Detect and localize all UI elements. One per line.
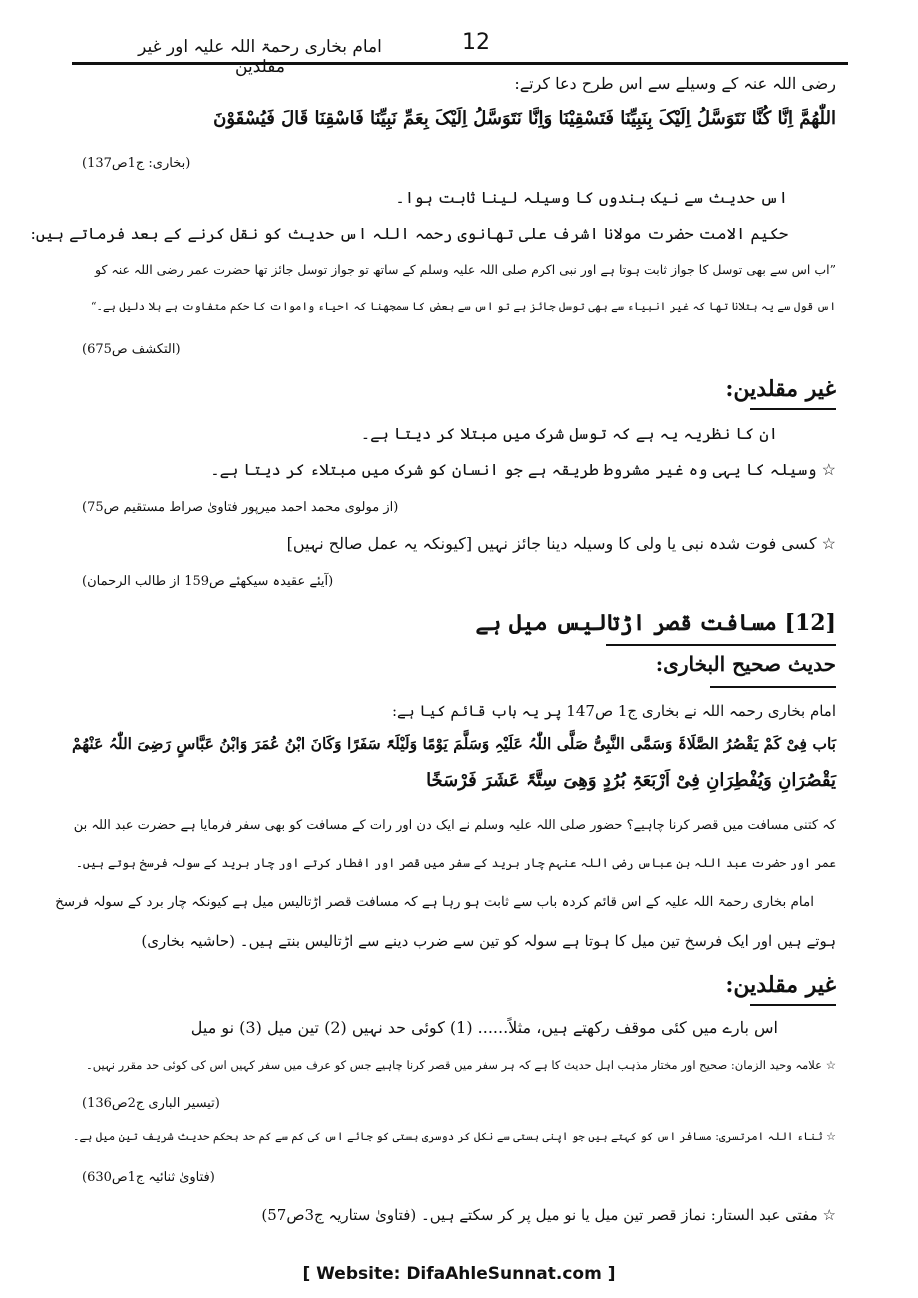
running-header-title: امام بخاری رحمۃ اللہ علیہ اور غیر مقلدین	[138, 37, 382, 77]
section3-line-1: اس بارے میں کئی موقف رکھتے ہیں، مثلاً...... (1) کوئی حد نہیں (2) تین میل (3) نو میل	[190, 1018, 778, 1037]
section1-line-2: ☆ وسیلہ کا یہی وہ غیر مشروط طریقہ ہے جو انسان کو شرک میں مبتلاء کر دیتا ہے۔	[210, 460, 836, 479]
section1-line-3: ☆ کسی فوت شدہ نبی یا ولی کا وسیلہ دینا جائز نہیں [کیونکہ یہ عمل صالح نہیں]	[286, 534, 836, 553]
line-proven: اس حدیث سے نیک بندوں کا وسیلہ لینا ثابت ہوا۔	[395, 188, 788, 207]
section2-text2-line-1: امام بخاری رحمۃ اللہ علیہ کے اس قائم کردہ باب سے ثابت ہو رہا ہے کہ مسافت قصر اڑتالیس میل ہے کیونکہ چار برد کے سولہ فرسخ	[55, 894, 814, 910]
section3-line-4: ☆ مفتی عبد الستار: نماز قصر تین میل یا نو میل پر کر سکتے ہیں۔ (فتاویٰ ستاریہ ج3ص57)	[261, 1206, 836, 1224]
section-heading-ghair-muqallideen-1: غیر مقلدین:	[725, 376, 836, 402]
section3-reference-1: (تیسیر الباری ج2ص136)	[82, 1096, 220, 1111]
quote-line-2: اس قول سے یہ بتلانا تھا کہ غیر انبیاء سے بھی توسل جائز ہے تو اس سے بعض کا سمجھنا کہ احیاء واموات کا حکم متفاوت ہے بلا دلیل ہے۔“	[90, 300, 836, 313]
section3-line-3: ☆ ثناء اللہ امرتسری: مسافر اس کو کہتے ہیں جو اپنی بستی سے نکل کر دوسری بستی کو جائے اس کی کم سے کم حد بحکم حدیث شریف تین میل ہے۔	[73, 1130, 836, 1143]
bab-arabic-line-1: بَاب فِیْ کَمْ یَقْصُرُ الصَّلَاۃَ وَسَمَّی النَّبِیُّ صَلَّی اللّٰہُ عَلَیْہِ وَسَلَّمَ یَوْمًا وَلَیْلَۃً سَفَرًا وَکَانَ ابْنُ عُمَرَ وَابْنُ عَبَّاسٍ رَضِیَ اللّٰہُ عَنْھُمْ	[71, 734, 836, 753]
heading-underline	[750, 1004, 836, 1006]
section2-intro: امام بخاری رحمہ اللہ نے بخاری ج1 ص147 پر یہ باب قائم کیا ہے:	[392, 702, 836, 720]
subheading-hadith-bukhari: حدیث صحیح البخاری:	[655, 652, 836, 676]
section-title-masafat-qasr: [12] مسافت قصر اڑتالیس میل ہے	[475, 610, 836, 636]
section2-text1-line-1: کہ کتنی مسافت میں قصر کرنا چاہیے؟ حضور صلی اللہ علیہ وسلم نے ایک دن اور رات کے مسافت کو بھی سفر فرمایا ہے حضرت عبد اللہ بن	[73, 818, 836, 833]
subheading-underline	[710, 686, 836, 688]
section3-line-2: ☆ علامہ وحید الزمان: صحیح اور مختار مذہب اہل حدیث کا ہے کہ ہر سفر میں قصر کرنا چاہیے جس کو عرف میں سفر کہیں اس کی کوئی حد مقرر نہیں۔	[86, 1058, 836, 1072]
reference-takashuf: (التکشف ص675)	[82, 342, 181, 357]
header-rule	[72, 62, 848, 65]
quote-line-1: ”اب اس سے بھی توسل کا جواز ثابت ہوتا ہے اور نبی اکرم صلی اللہ علیہ وسلم کے ساتھ تو جواز توسل جائز تھا حضرت عمر رضی اللہ عنہ کو	[95, 262, 836, 277]
line-hakeem: حکیم الامت حضرت مولانا اشرف علی تھانوی رحمہ اللہ اس حدیث کو نقل کرنے کے بعد فرماتے ہیں:	[30, 224, 788, 243]
dua-arabic: اللّٰھُمَّ اِنَّا کُنَّا نَتَوَسَّلُ اِلَیْکَ بِنَبِیِّنَا فَتَسْقِیْنَا وَاِنَّا نَتَوَسَّلُ اِلَیْکَ بِعَمِّ نَبِیِّنَا فَاسْقِنَا قَالَ فَیُسْقَوْنَ	[213, 108, 836, 129]
section1-reference-2: (آیئے عقیدہ سیکھئے ص159 از طالب الرحمان)	[82, 574, 334, 589]
bab-arabic-line-2: یَقْصُرَانِ وَیُفْطِرَانِ فِیْ اَرْبَعَۃِ بُرُدٍ وَھِیَ سِتَّۃَ عَشَرَ فَرْسَخًا	[426, 770, 836, 791]
section-heading-ghair-muqallideen-2: غیر مقلدین:	[725, 972, 836, 998]
intro-line: رضی اللہ عنہ کے وسیلے سے اس طرح دعا کرتے:	[514, 74, 836, 93]
title-underline	[606, 644, 836, 646]
page-number: 12	[462, 30, 490, 55]
website-footer: [ Website: DifaAhleSunnat.com ]	[302, 1264, 616, 1284]
section2-text1-line-2: عمر اور حضرت عبد اللہ بن عباس رضی اللہ عنہم چار برید کے سفر میں قصر اور افطار کرتے اور چار برید کے سولہ فرسخ ہوتے ہیں۔	[75, 856, 836, 870]
section3-reference-2: (فتاویٰ ثنائیہ ج1ص630)	[82, 1170, 215, 1185]
section2-text2-line-2: ہوتے ہیں اور ایک فرسخ تین میل کا ہوتا ہے سولہ کو تین سے ضرب دینے سے اڑتالیس بنتے ہیں۔ (حاشیہ بخاری)	[141, 932, 836, 950]
section1-reference-1: (از مولوی محمد احمد میرپور فتاویٰ صراط مستقیم ص75)	[82, 500, 399, 515]
section1-line-1: ان کا نظریہ یہ ہے کہ توسل شرک میں مبتلا کر دیتا ہے۔	[360, 424, 778, 443]
heading-underline	[750, 408, 836, 410]
reference-bukhari: (بخاری: ج1ص137)	[82, 156, 191, 171]
